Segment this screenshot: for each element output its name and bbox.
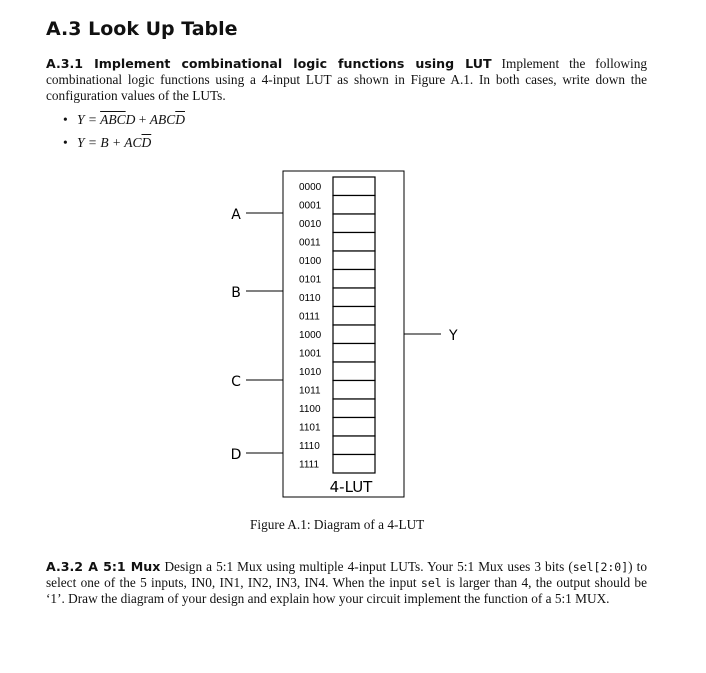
- lut-address-label: 1101: [299, 422, 321, 434]
- lut-cell: [333, 381, 375, 400]
- subsection-lut-body: Implement the following combinational logic functions using a 4-input LUT as shown in Figure A.1. In both cases, write down the configuration values of the LUTs.: [46, 56, 648, 104]
- lut-address-label: 0010: [299, 218, 322, 230]
- equation-2: • $Y = B + AC\overline{D}$: [63, 135, 152, 150]
- input-label-b: B: [231, 285, 241, 301]
- subsection-mux-heading: A.3.2 A 5:1 Mux: [46, 559, 161, 574]
- code-sel: sel: [420, 576, 442, 591]
- lut-cell: [333, 418, 375, 437]
- lut-cell: [333, 399, 375, 418]
- lut-cell: [333, 214, 375, 233]
- code-sel-range: sel[2:0]: [572, 560, 629, 574]
- output-label-y: Y: [449, 328, 458, 344]
- figure-caption: Figure A.1: Diagram of a 4-LUT: [250, 517, 425, 532]
- eq1-term-d-bar: $\overline{D}$: [175, 112, 185, 127]
- lut-address-label: 0100: [299, 255, 322, 267]
- lut-cell: [333, 325, 375, 344]
- lut-cell: [333, 177, 375, 196]
- bullet-dot: •: [63, 135, 68, 150]
- lut-cell: [333, 362, 375, 381]
- lut-address-label: 1100: [299, 403, 321, 415]
- lut-address-label: 1000: [299, 329, 322, 341]
- lut-address-label: 0110: [299, 292, 321, 304]
- eq1-term-abc-bar: $\overline{ABC}$: [100, 112, 126, 127]
- lut-address-label: 0011: [299, 237, 321, 249]
- subsection-lut-heading: A.3.1 Implement combinational logic functions using LUT: [46, 56, 492, 71]
- lut-address-label: 1111: [299, 459, 320, 471]
- lut-cell: [333, 436, 375, 455]
- lut-address-label: 0101: [299, 274, 322, 286]
- section-title: A.3 Look Up Table: [46, 18, 238, 40]
- lut-memory-cells: [333, 177, 375, 473]
- lut-address-labels: [299, 182, 322, 471]
- input-label-a: A: [231, 207, 241, 223]
- lut-cell: [333, 233, 375, 252]
- lut-address-label: 1001: [299, 348, 322, 360]
- lut-address-label: 0001: [299, 200, 322, 212]
- input-label-c: C: [231, 374, 241, 390]
- lut-cell: [333, 344, 375, 363]
- lut-address-label: 0000: [299, 181, 322, 193]
- lut-address-label: 1011: [299, 385, 321, 397]
- lut-cell: [333, 288, 375, 307]
- bullet-dot: •: [63, 112, 68, 127]
- input-label-d: D: [230, 447, 242, 463]
- lut-cell: [333, 307, 375, 326]
- eq2-term-d-bar: $\overline{D}$: [141, 135, 152, 150]
- lut-cell: [333, 270, 375, 289]
- lut-address-label: 1110: [299, 440, 320, 452]
- lut-cell: [333, 455, 375, 474]
- lut-address-label: 1010: [299, 366, 322, 378]
- lut-block-label: 4-LUT: [329, 478, 373, 496]
- lut-address-label: 0111: [299, 311, 320, 323]
- subsection-mux-paragraph: A.3.2 A 5:1 Mux Design a 5:1 Mux using multiple 4-input LUTs. Your 5:1 Mux uses 3 bits (sel[2:0]) to select one of the 5 inputs, IN0, IN1, IN2, IN3, IN4. When the input sel is larger than 4, the output should be ‘1’. Draw the diagram of your design and explain how your circuit implement the function of a 5:1 MUX.: [46, 559, 647, 607]
- lut-cell: [333, 251, 375, 270]
- equation-1: • $Y = \overline{ABC}D + ABC\overline{D}$: [63, 112, 185, 127]
- lut-cell: [333, 196, 375, 215]
